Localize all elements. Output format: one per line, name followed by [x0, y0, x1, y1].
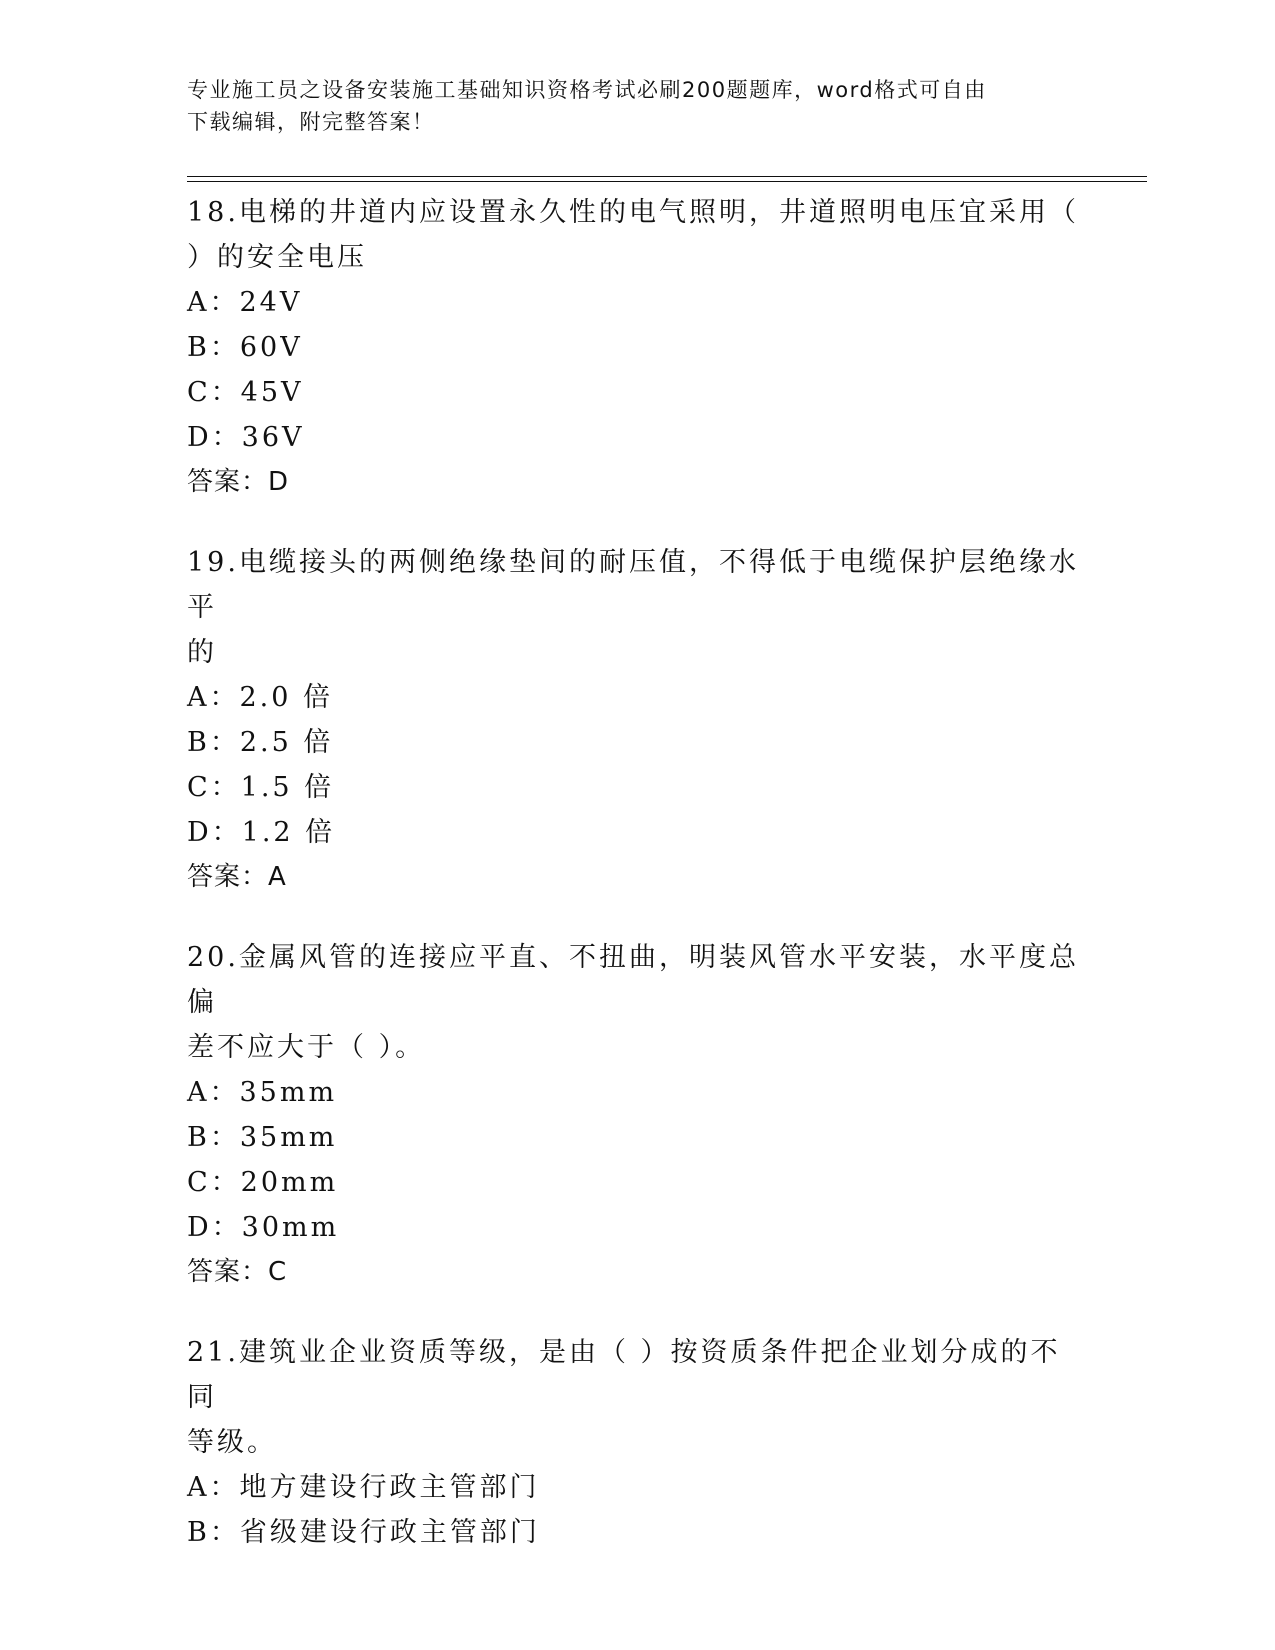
header-divider-top: [187, 176, 1147, 177]
option-c: C：1.5 倍: [187, 772, 335, 803]
question-21: [187, 1330, 1087, 1555]
answer-line: 答案：A: [187, 862, 287, 892]
option-a: A：35mm: [187, 1077, 338, 1108]
question-20: [187, 935, 1087, 1294]
option-b: B：60V: [187, 332, 303, 363]
question-list: [187, 190, 1087, 1591]
option-d: D：1.2 倍: [187, 817, 336, 848]
question-text: [187, 190, 1087, 280]
question-text-line: ）的安全电压: [187, 242, 367, 273]
question-text-line: 的: [187, 637, 217, 668]
question-text: [187, 540, 1087, 675]
option-a: A：24V: [187, 287, 303, 318]
question-text-line: 差不应大于（ ）。: [187, 1032, 426, 1063]
question-text: [187, 1330, 1087, 1465]
option-d: D：30mm: [187, 1212, 340, 1243]
option-a: A：地方建设行政主管部门: [187, 1472, 540, 1503]
header-line-2: 下载编辑，附完整答案！: [187, 110, 435, 134]
option-c: C：20mm: [187, 1167, 339, 1198]
option-b: B：2.5 倍: [187, 727, 334, 758]
question-text-line: 21.建筑业企业资质等级，是由（ ）按资质条件把企业划分成的不同: [187, 1337, 1061, 1413]
option-c: C：45V: [187, 377, 304, 408]
option-b: B：35mm: [187, 1122, 338, 1153]
question-text-line: 19.电缆接头的两侧绝缘垫间的耐压值，不得低于电缆保护层绝缘水平: [187, 547, 1079, 623]
answer-line: 答案：C: [187, 1257, 288, 1287]
question-text-line: 等级。: [187, 1427, 277, 1458]
question-text: [187, 935, 1087, 1070]
header-line-1: 专业施工员之设备安装施工基础知识资格考试必刷200题题库，word格式可自由: [187, 78, 987, 102]
option-d: D：36V: [187, 422, 305, 453]
option-b: B：省级建设行政主管部门: [187, 1517, 540, 1548]
question-text-line: 18.电梯的井道内应设置永久性的电气照明，井道照明电压宜采用（: [187, 197, 1079, 228]
option-a: A：2.0 倍: [187, 682, 334, 713]
answer-line: 答案：D: [187, 467, 290, 497]
question-text-line: 20.金属风管的连接应平直、不扭曲，明装风管水平安装，水平度总偏: [187, 942, 1079, 1018]
question-18: [187, 190, 1087, 504]
header-divider-bottom: [187, 181, 1147, 182]
question-19: [187, 540, 1087, 899]
document-header: [187, 74, 1087, 138]
